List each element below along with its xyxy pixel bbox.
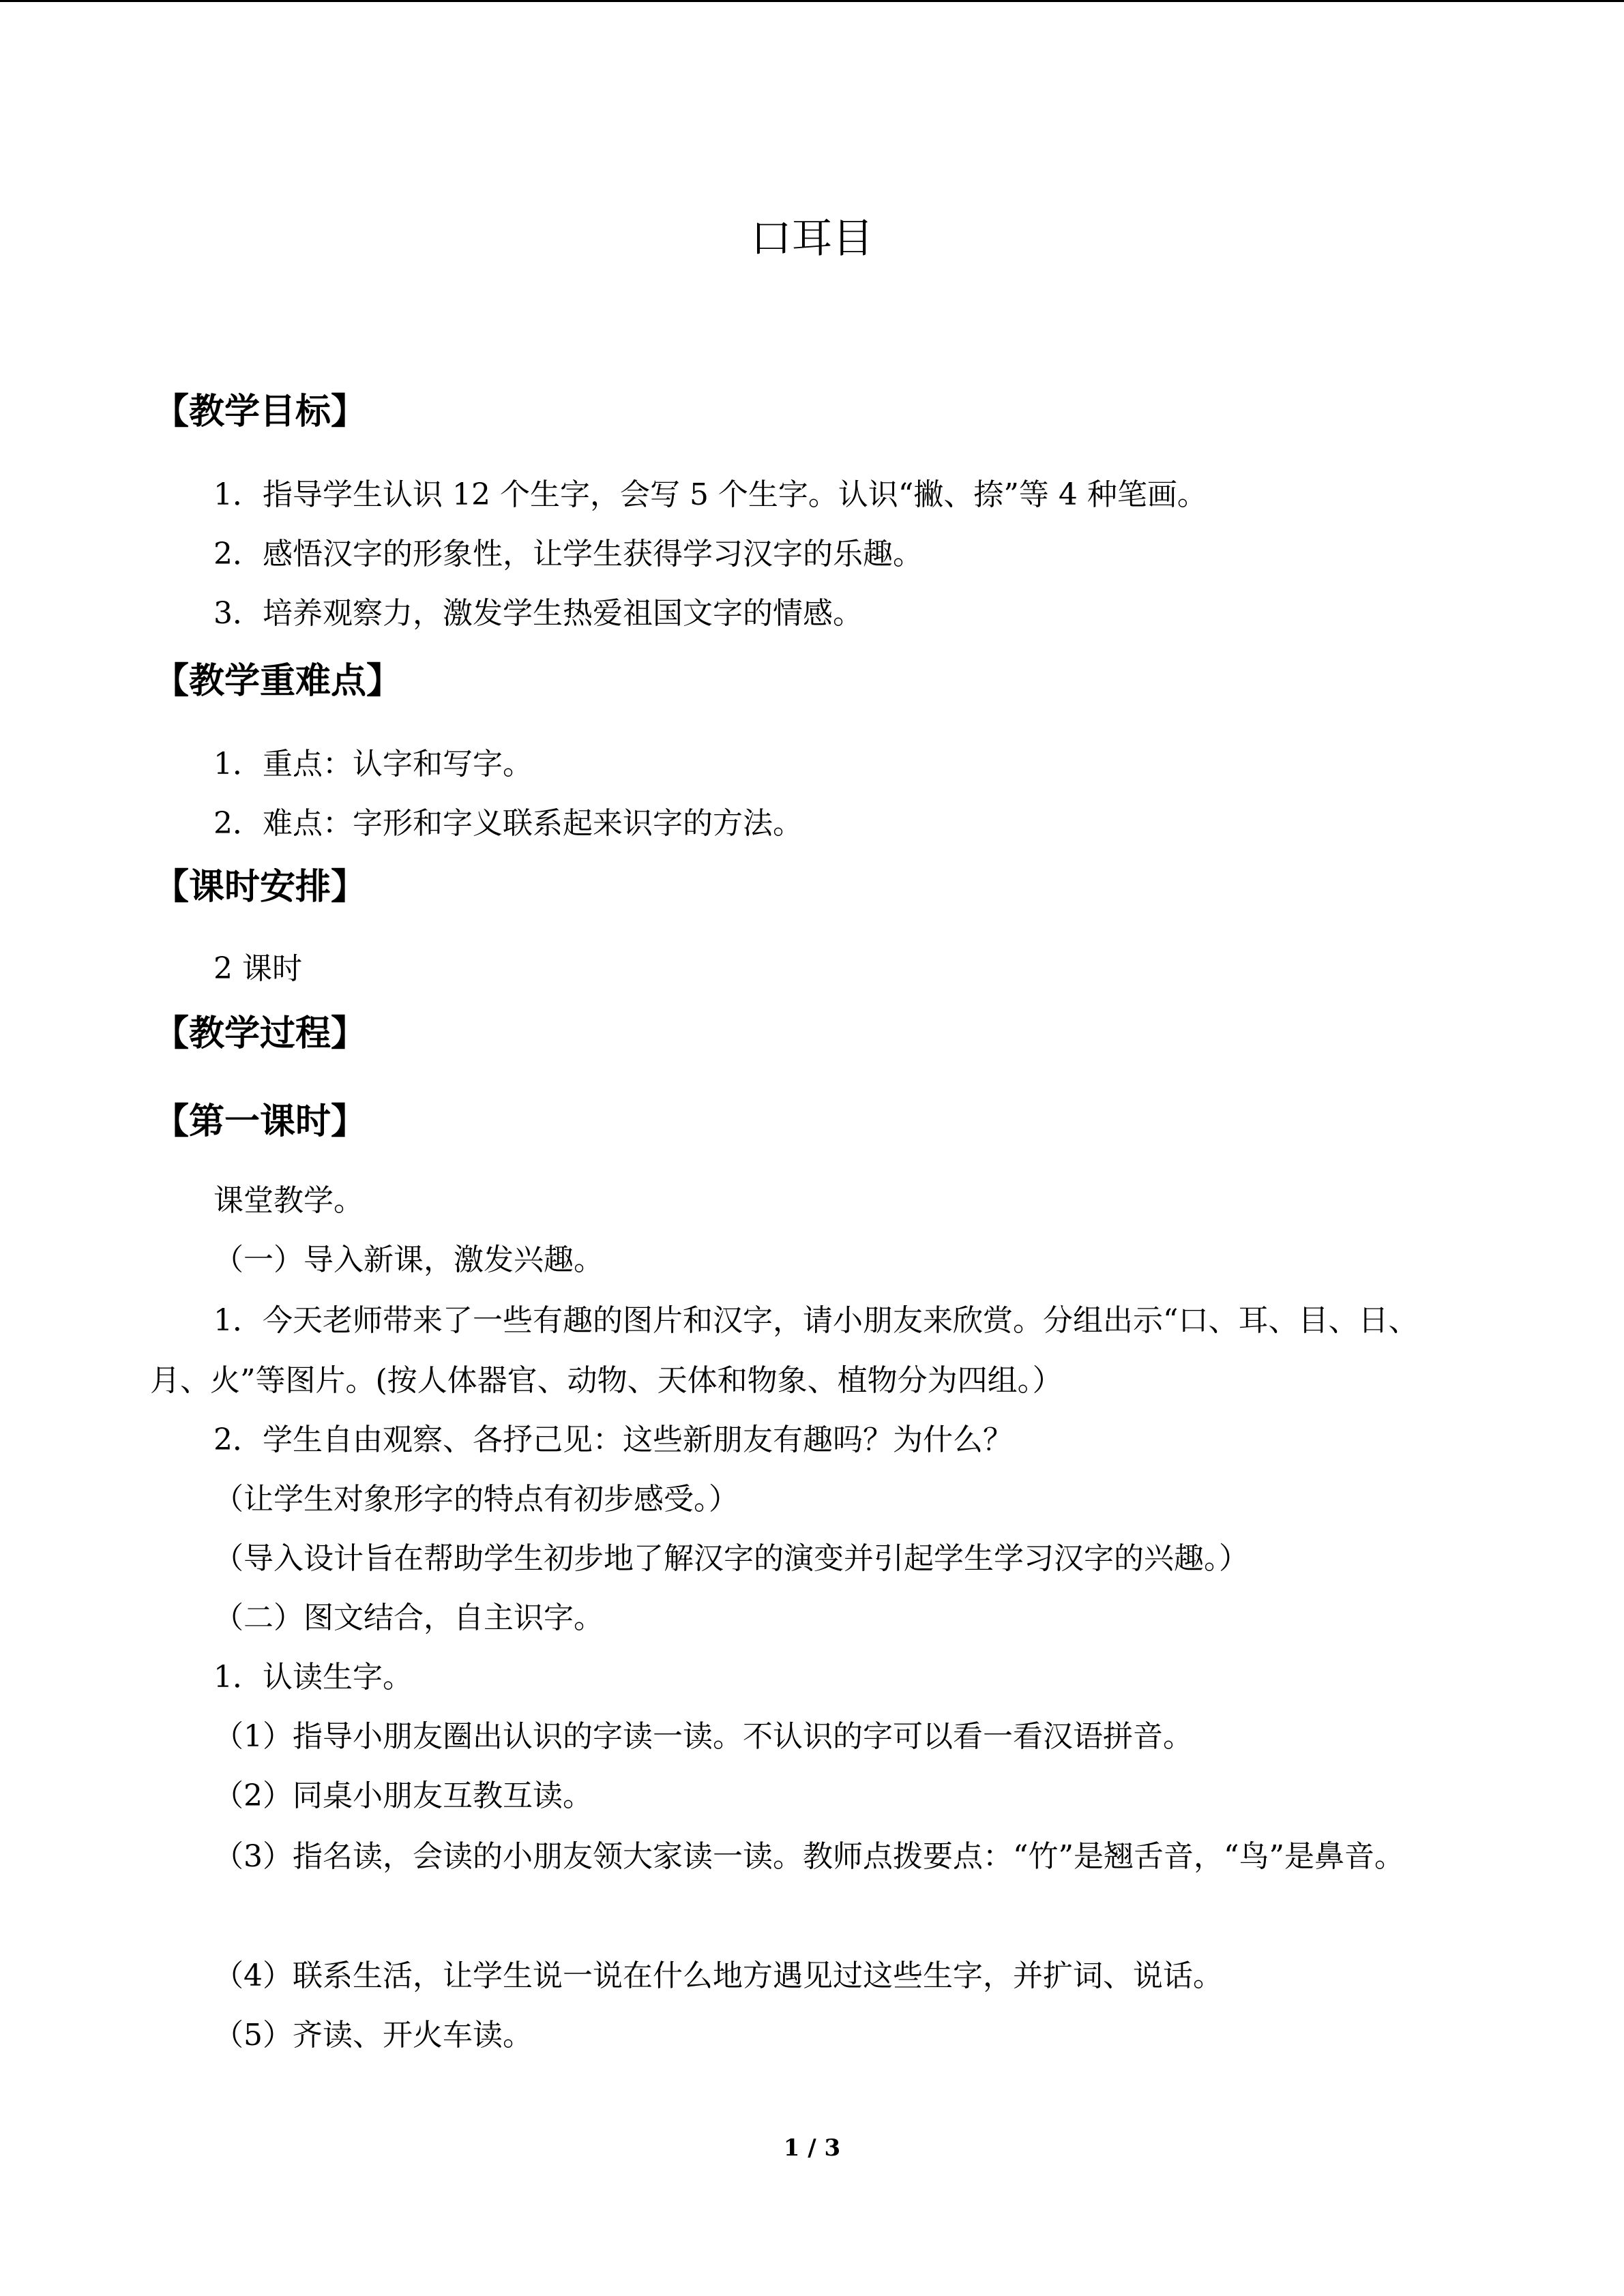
heading-objectives: 【教学目标】 xyxy=(153,391,367,432)
heading-key-points: 【教学重难点】 xyxy=(153,661,402,702)
key-point-item-2: 2．难点：字形和字义联系起来识字的方法。 xyxy=(213,806,803,841)
objective-item-3: 3．培养观察力，激发学生热爱祖国文字的情感。 xyxy=(213,596,863,631)
heading-lesson-1: 【第一课时】 xyxy=(153,1101,367,1142)
lesson1-line-11: （3）指名读，会读的小朋友领大家读一读。教师点拨要点：“竹”是翘舌音，“鸟”是鼻音。 xyxy=(213,1839,1404,1874)
page-number: 1 / 3 xyxy=(783,2134,841,2162)
lesson1-line-3: 1．今天老师带来了一些有趣的图片和汉字，请小朋友来欣赏。分组出示“口、耳、目、日、月、火”等图片。(按人体器官、动物、天体和物象、植物分为四组。） xyxy=(150,1303,1419,1398)
lesson1-line-5: （让学生对象形字的特点有初步感受。） xyxy=(213,1482,739,1517)
lesson1-line-1: 课堂教学。 xyxy=(213,1183,364,1218)
schedule-text: 2 课时 xyxy=(213,951,302,986)
lesson1-line-10: （2）同桌小朋友互教互读。 xyxy=(213,1778,593,1813)
heading-process: 【教学过程】 xyxy=(153,1013,367,1054)
page-top-border xyxy=(0,0,1624,2)
objective-item-2: 2．感悟汉字的形象性，让学生获得学习汉字的乐趣。 xyxy=(213,537,923,571)
lesson1-line-4: 2．学生自由观察、各抒己见：这些新朋友有趣吗？为什么？ xyxy=(213,1422,1013,1457)
document-title: 口耳目 xyxy=(750,215,874,263)
heading-schedule: 【课时安排】 xyxy=(153,867,367,908)
lesson1-line-9: （1）指导小朋友圈出认识的字读一读。不认识的字可以看一看汉语拼音。 xyxy=(213,1719,1193,1754)
objective-item-1: 1．指导学生认识 12 个生字，会写 5 个生字。认识“撇、捺”等 4 种笔画。 xyxy=(213,477,1207,512)
lesson1-line-8: 1．认读生字。 xyxy=(213,1660,413,1695)
lesson1-line-13: （5）齐读、开火车读。 xyxy=(213,2018,533,2053)
lesson1-line-6: （导入设计旨在帮助学生初步地了解汉字的演变并引起学生学习汉字的兴趣。） xyxy=(213,1541,1249,1576)
key-point-item-1: 1．重点：认字和写字。 xyxy=(213,747,533,781)
lesson1-line-2: （一）导入新课，激发兴趣。 xyxy=(213,1242,604,1277)
lesson1-line-7: （二）图文结合，自主识字。 xyxy=(213,1600,604,1635)
lesson1-line-12: （4）联系生活，让学生说一说在什么地方遇见过这些生字，并扩词、说话。 xyxy=(213,1958,1223,1993)
